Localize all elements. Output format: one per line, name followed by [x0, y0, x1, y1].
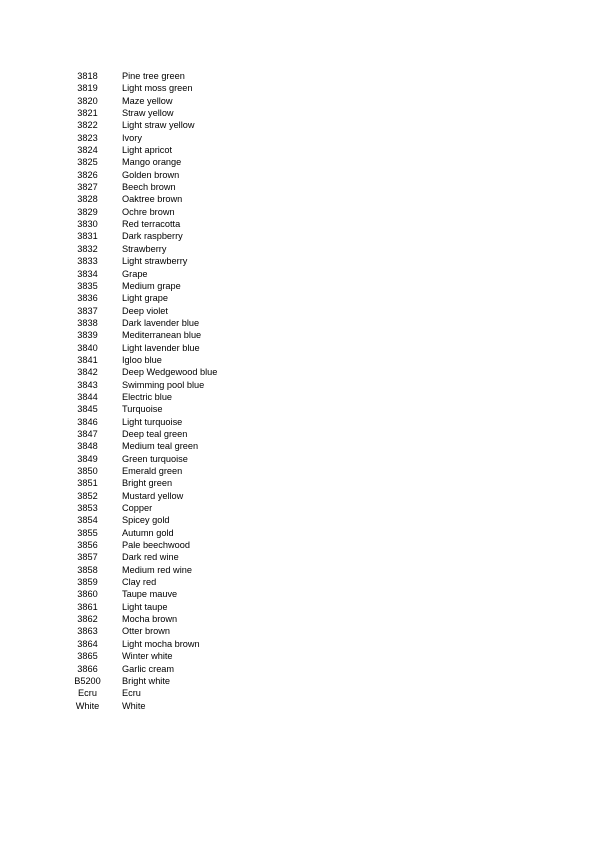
color-row	[66, 70, 306, 82]
color-name: Ivory	[122, 132, 142, 143]
color-row	[66, 564, 306, 576]
color-row	[66, 218, 306, 230]
color-row	[66, 440, 306, 452]
color-name: Mediterranean blue	[122, 330, 202, 341]
color-name: Turquoise	[122, 404, 163, 415]
color-code: 3818	[77, 71, 98, 81]
color-code: 3855	[77, 527, 98, 538]
color-name: Red terracotta	[122, 219, 181, 230]
color-code: 3827	[77, 182, 98, 193]
color-name: Maze yellow	[122, 95, 173, 106]
color-name: Mango orange	[122, 157, 182, 168]
color-row	[66, 366, 306, 378]
color-row	[66, 82, 306, 94]
color-code: 3831	[77, 231, 98, 242]
color-name: Otter brown	[122, 626, 170, 637]
color-name: Light apricot	[122, 145, 173, 156]
color-name: Bright white	[122, 675, 171, 686]
color-name: Medium grape	[122, 280, 181, 291]
color-code: 3830	[77, 219, 98, 230]
color-code: 3860	[77, 589, 98, 600]
color-code: 3853	[77, 503, 98, 514]
color-name: Deep Wedgewood blue	[122, 367, 218, 378]
color-name: Light taupe	[122, 601, 168, 612]
color-code: 3846	[77, 416, 98, 427]
color-code: 3842	[77, 367, 98, 378]
color-row	[66, 675, 306, 687]
color-code: 3822	[77, 120, 98, 131]
color-row	[66, 465, 306, 477]
color-row	[66, 119, 306, 131]
color-row	[66, 379, 306, 391]
color-code: 3823	[77, 132, 98, 143]
color-code: 3865	[77, 651, 98, 662]
color-code: 3829	[77, 206, 98, 217]
color-row	[66, 576, 306, 588]
color-code: 3848	[77, 441, 98, 452]
color-row	[66, 625, 306, 637]
color-name: Mocha brown	[122, 614, 178, 625]
color-code: 3866	[77, 663, 98, 674]
color-code: 3839	[77, 330, 98, 341]
color-row	[66, 230, 306, 242]
color-name: Beech brown	[122, 182, 176, 193]
color-code: 3861	[77, 601, 98, 612]
color-row	[66, 502, 306, 514]
color-code: 3858	[77, 564, 98, 575]
color-row	[66, 317, 306, 329]
color-name: Swimming pool blue	[122, 379, 205, 390]
color-name: Autumn gold	[122, 527, 174, 538]
color-code: 3826	[77, 169, 98, 180]
color-row	[66, 428, 306, 440]
color-name: Bright green	[122, 478, 173, 489]
color-row	[66, 453, 306, 465]
color-row	[66, 255, 306, 267]
color-row	[66, 169, 306, 181]
color-row	[66, 107, 306, 119]
color-name: Dark raspberry	[122, 231, 183, 242]
color-row	[66, 588, 306, 600]
color-name: Winter white	[122, 651, 173, 662]
color-code: 3833	[77, 256, 98, 267]
color-code: 3849	[77, 453, 98, 464]
color-row	[66, 477, 306, 489]
color-row	[66, 663, 306, 675]
color-code: 3852	[77, 490, 98, 501]
color-name: Electric blue	[122, 391, 173, 402]
color-row	[66, 514, 306, 526]
color-row	[66, 342, 306, 354]
color-code: 3847	[77, 428, 98, 439]
color-row	[66, 329, 306, 341]
color-name: Taupe mauve	[122, 589, 178, 600]
color-name: White	[122, 700, 146, 711]
color-code: 3859	[77, 577, 98, 588]
color-name: Ecru	[122, 688, 141, 699]
color-row	[66, 292, 306, 304]
color-row	[66, 95, 306, 107]
color-name: Green turquoise	[122, 453, 188, 464]
color-name: Oaktree brown	[122, 194, 183, 205]
color-name: Light grape	[122, 293, 168, 304]
color-name: Strawberry	[122, 243, 167, 254]
color-name: Light moss green	[122, 83, 193, 94]
color-row	[66, 403, 306, 415]
color-row	[66, 527, 306, 539]
color-row	[66, 601, 306, 613]
color-row	[66, 687, 306, 699]
color-code: 3850	[77, 466, 98, 476]
color-row	[66, 132, 306, 144]
color-code: 3862	[77, 614, 98, 625]
color-row	[66, 650, 306, 662]
color-code: 3843	[77, 379, 98, 390]
color-code: 3820	[77, 95, 98, 106]
color-code: 3825	[77, 157, 98, 168]
color-row	[66, 181, 306, 193]
color-name: Spicey gold	[122, 515, 170, 526]
color-code: 3840	[77, 342, 98, 353]
color-code: 3857	[77, 552, 98, 563]
color-code-list	[66, 70, 306, 712]
color-row	[66, 551, 306, 563]
color-row	[66, 416, 306, 428]
color-code: 3832	[77, 243, 98, 254]
color-name: Deep teal green	[122, 428, 188, 439]
color-code: 3844	[77, 391, 98, 402]
color-code: 3824	[77, 145, 98, 156]
color-name: Grape	[122, 268, 148, 279]
color-code: 3834	[77, 268, 98, 279]
color-name: Clay red	[122, 577, 157, 588]
color-name: Garlic cream	[122, 663, 175, 674]
color-name: Igloo blue	[122, 354, 162, 365]
color-row	[66, 700, 306, 712]
color-row	[66, 144, 306, 156]
color-name: Straw yellow	[122, 108, 174, 119]
color-row	[66, 305, 306, 317]
color-code: 3864	[77, 638, 98, 649]
color-row	[66, 613, 306, 625]
color-name: Pine tree green	[122, 71, 185, 81]
color-code: 3835	[77, 280, 98, 291]
color-name: Deep violet	[122, 305, 168, 316]
color-name: Light lavender blue	[122, 342, 200, 353]
color-code: 3856	[77, 540, 98, 551]
color-name: Medium red wine	[122, 564, 192, 575]
color-code: 3854	[77, 515, 98, 526]
color-code: Ecru	[78, 688, 97, 699]
color-code: White	[75, 700, 100, 711]
color-row	[66, 391, 306, 403]
color-name: Light straw yellow	[122, 120, 195, 131]
color-row	[66, 638, 306, 650]
color-name: Copper	[122, 503, 153, 514]
color-row	[66, 280, 306, 292]
color-name: Golden brown	[122, 169, 180, 180]
color-code: 3845	[77, 404, 98, 415]
color-name: Pale beechwood	[122, 540, 190, 551]
color-row	[66, 243, 306, 255]
color-row	[66, 268, 306, 280]
color-name: Light mocha brown	[122, 638, 200, 649]
color-name: Mustard yellow	[122, 490, 184, 501]
color-code: 3841	[77, 354, 98, 365]
color-row	[66, 206, 306, 218]
color-name: Emerald green	[122, 466, 183, 476]
color-code: 3836	[77, 293, 98, 304]
color-row	[66, 354, 306, 366]
color-name: Dark lavender blue	[122, 317, 200, 328]
color-name: Dark red wine	[122, 552, 179, 563]
color-name: Light strawberry	[122, 256, 188, 267]
color-code: 3863	[77, 626, 98, 637]
color-row	[66, 156, 306, 168]
color-code: 3819	[77, 83, 98, 94]
color-code: 3828	[77, 194, 98, 205]
color-code: 3838	[77, 317, 98, 328]
color-code: 3837	[77, 305, 98, 316]
color-code: 3851	[77, 478, 98, 489]
color-name: Medium teal green	[122, 441, 199, 452]
color-name: Ochre brown	[122, 206, 175, 217]
color-row	[66, 490, 306, 502]
color-row	[66, 539, 306, 551]
color-code: B5200	[74, 675, 101, 686]
color-code: 3821	[77, 108, 98, 119]
color-name: Light turquoise	[122, 416, 183, 427]
color-row	[66, 193, 306, 205]
